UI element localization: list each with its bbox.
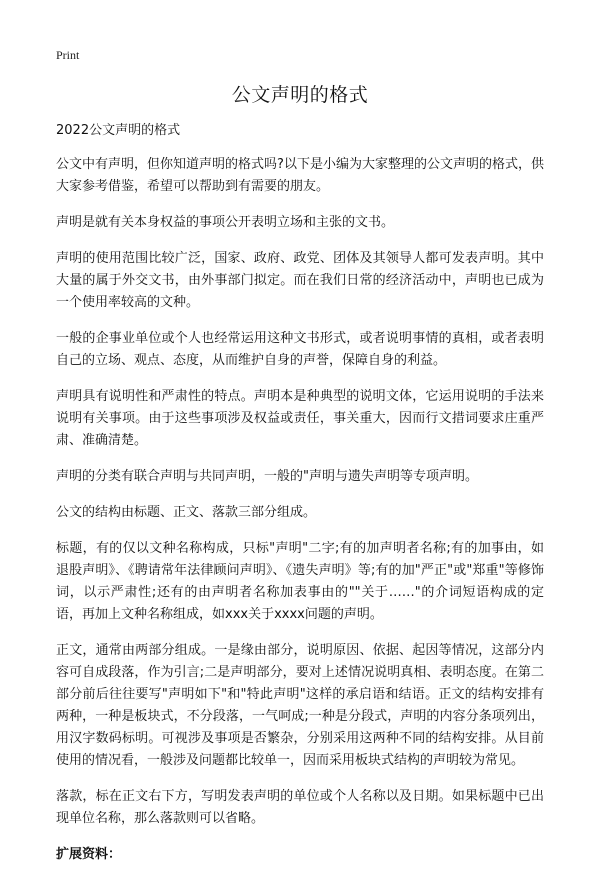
paragraph-intro: 公文中有声明，但你知道声明的格式吗?以下是小编为大家整理的公文声明的格式，供大家参考借鉴，希望可以帮助到有需要的朋友。 — [56, 157, 544, 194]
paragraph-structure: 公文的结构由标题、正文、落款三部分组成。 — [56, 505, 317, 520]
paragraph-features: 声明具有说明性和严肃性的特点。声明本是种典型的说明文体，它运用说明的手法来说明有关事项。由于这些事项涉及权益或责任，事关重大，因而行文措词要求庄重严肃、准确清楚。 — [56, 389, 544, 448]
paragraph-body-section: 正文，通常由两部分组成。一是缘由部分，说明原因、依据、起因等情况，这部分内容可自成段落，作为引言;二是声明部分，要对上述情况说明真相、表明态度。在第二部分前后往往要写"声明如下"和"特此声明"这样的承启语和结语。正文的结构安排有两种，一种是板块式，不分段落，一气呵成;一种是分段式，声明的内容分条项列出，用汉字数码标明。可视涉及事项是否繁杂，分别采用这两种不同的结构安排。从目前使用的情况看，一般涉及问题都比较单一，因而采用板块式结构的声明较为常见。 — [56, 643, 544, 768]
page-title: 公文声明的格式 — [231, 84, 369, 106]
paragraph-scope: 声明的使用范围比较广泛，国家、政府、政党、团体及其领导人都可发表声明。其中大量的属于外交文书，由外事部门拟定。而在我们日常的经济活动中，声明也已成为一个使用率较高的文种。 — [56, 251, 544, 310]
document-subtitle: 2022公文声明的格式 — [56, 123, 181, 138]
paragraph-definition: 声明是就有关本身权益的事项公开表明立场和主张的文书。 — [56, 215, 395, 230]
document-body — [56, 120, 544, 880]
paragraph-signature-section: 落款，标在正文右下方，写明发表声明的单位或个人名称以及日期。如果标题中已出现单位名称，那么落款则可以省略。 — [56, 789, 544, 826]
print-link[interactable]: Print — [56, 48, 80, 62]
extended-reading-heading: 扩展资料： — [56, 847, 122, 862]
paragraph-title-section: 标题，有的仅以文种名称构成，只标"声明"二字;有的加声明者名称;有的加事由，如退股声明》、《聘请常年法律顾问声明》、《遗失声明》等;有的加"严正"或"郑重"等修饰词，以示严肃性;还有的由声明者名称加表事由的""关于……"的介词短语构成的定语，再加上文种名称组成，如xxx关于xxxx问题的声明。 — [56, 541, 544, 622]
paragraph-types: 声明的分类有联合声明与共同声明，一般的"声明与遗失声明等专项声明。 — [56, 469, 478, 484]
paragraph-usage: 一般的企事业单位或个人也经常运用这种文书形式，或者说明事情的真相，或者表明自己的立场、观点、态度，从而维护自身的声誉，保障自身的利益。 — [56, 331, 544, 368]
